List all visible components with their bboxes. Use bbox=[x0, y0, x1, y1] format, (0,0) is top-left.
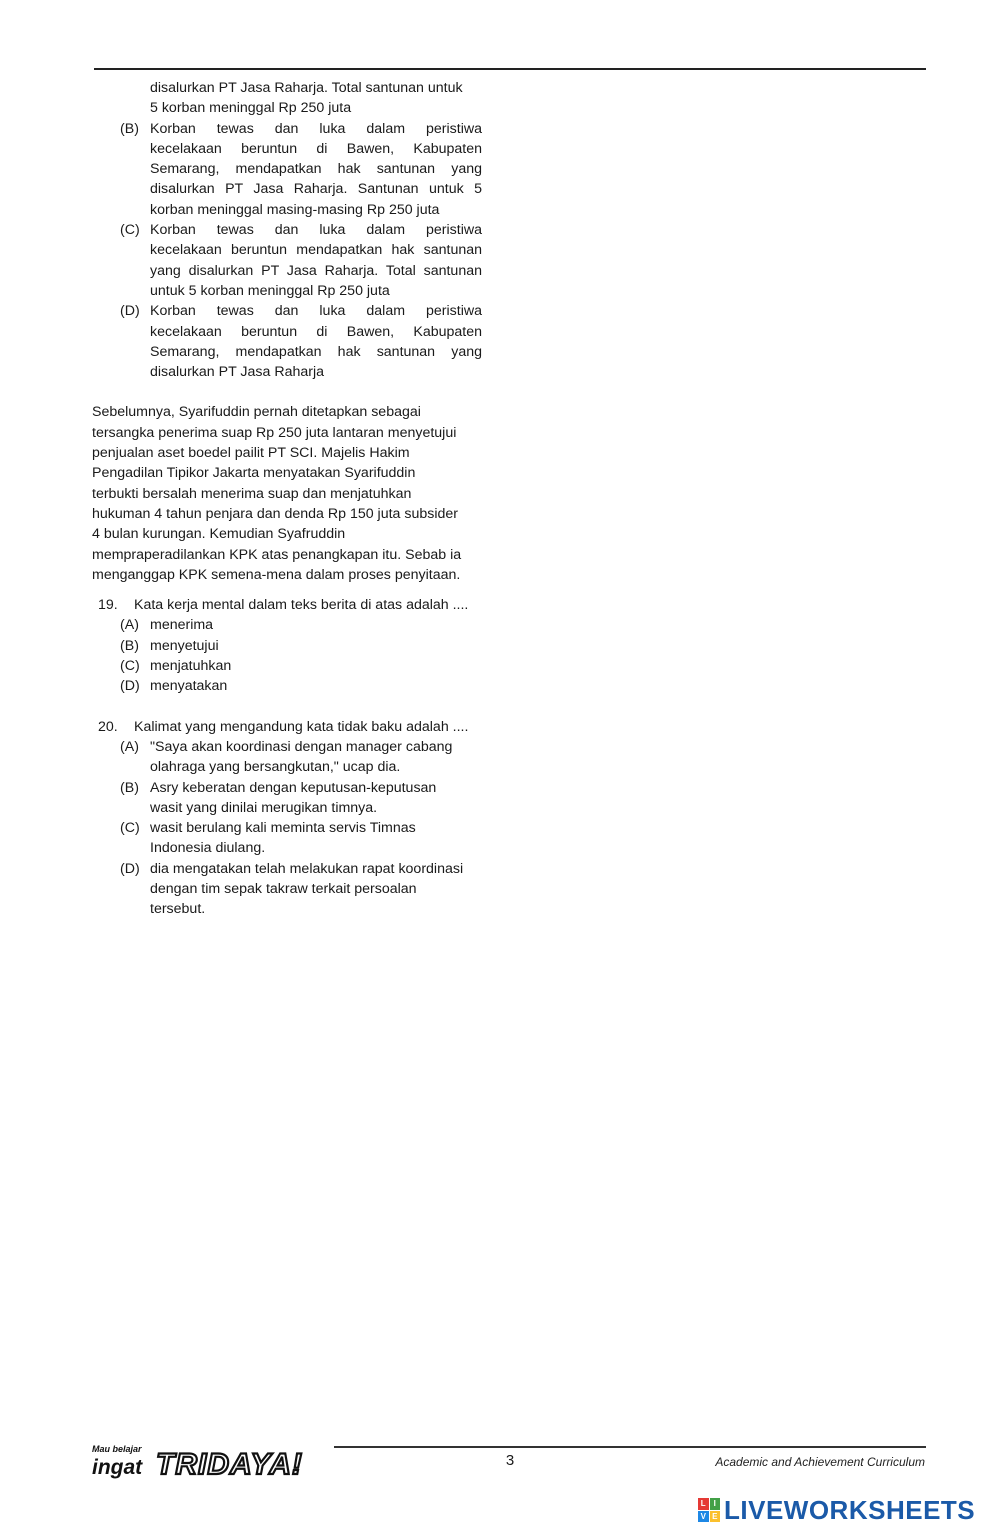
option-a-continuation bbox=[92, 78, 482, 119]
text-line: Indonesia diulang. bbox=[150, 840, 266, 857]
option-label: (C) bbox=[120, 658, 140, 675]
text-line: Semarang, mendapatkan hak santunan yang bbox=[150, 343, 482, 360]
q19-option-a[interactable] bbox=[92, 615, 482, 635]
text-line: Semarang, mendapatkan hak santunan yang bbox=[150, 161, 482, 178]
text-line: Korban tewas dan luka dalam peristiwa bbox=[150, 222, 482, 239]
option-label: (B) bbox=[120, 779, 139, 796]
text-line: yang disalurkan PT Jasa Raharja. Total santunan bbox=[150, 262, 482, 279]
q19-option-b[interactable] bbox=[92, 636, 482, 656]
option-label: (A) bbox=[120, 617, 139, 634]
icon-tile-l: L bbox=[698, 1498, 709, 1510]
text-line: disalurkan PT Jasa Raharja. Total santunan untuk bbox=[150, 80, 463, 96]
option-label: (A) bbox=[120, 738, 139, 755]
text-line: Asry keberatan dengan keputusan-keputusan bbox=[150, 779, 437, 796]
text-line: kecelakaan beruntun di Bawen, Kabupaten bbox=[150, 323, 482, 340]
page-number: 3 bbox=[505, 1452, 515, 1469]
question-text: Kalimat yang mengandung kata tidak baku adalah .... bbox=[134, 718, 469, 735]
text-line: Pengadilan Tipikor Jakarta menyatakan Syarifuddin bbox=[92, 465, 416, 482]
option-label: (C) bbox=[120, 820, 140, 837]
text-line: dia mengatakan telah melakukan rapat koordinasi bbox=[150, 860, 464, 877]
text-line: disalurkan PT Jasa Raharja. Santunan untuk 5 bbox=[150, 181, 482, 198]
option-text: menerima bbox=[150, 617, 214, 634]
text-line: 5 korban meninggal Rp 250 juta bbox=[150, 100, 352, 117]
text-line: dengan tim sepak takraw terkait persoalan bbox=[150, 880, 417, 897]
text-line: penjualan aset boedel pailit PT SCI. Majelis Hakim bbox=[92, 445, 410, 462]
option-label: (C) bbox=[120, 222, 140, 239]
top-rule bbox=[94, 68, 926, 70]
text-line: kecelakaan beruntun mendapatkan hak santunan bbox=[150, 242, 482, 259]
text-line: wasit berulang kali meminta servis Timnas bbox=[150, 820, 416, 837]
option-text: menyatakan bbox=[150, 678, 228, 695]
option-label: (D) bbox=[120, 303, 140, 320]
question-number: 19. bbox=[98, 597, 118, 614]
option-label: (D) bbox=[120, 860, 140, 877]
option-label: (B) bbox=[120, 637, 139, 654]
q20-option-c[interactable] bbox=[92, 818, 482, 859]
option-label: (D) bbox=[120, 678, 140, 695]
text-line: Korban tewas dan luka dalam peristiwa bbox=[150, 120, 482, 137]
text-line: olahraga yang bersangkutan," ucap dia. bbox=[150, 759, 401, 776]
text-line: mempraperadilankan KPK atas penangkapan itu. Sebab ia bbox=[92, 546, 462, 563]
option-d[interactable] bbox=[92, 301, 482, 382]
text-line: disalurkan PT Jasa Raharja bbox=[150, 364, 325, 381]
logo-ingat: ingat bbox=[92, 1456, 143, 1479]
text-line: tersebut. bbox=[150, 901, 206, 918]
q19-option-d[interactable] bbox=[92, 676, 482, 696]
logo-brand: TRIDAYA! bbox=[156, 1448, 303, 1481]
text-line: kecelakaan beruntun di Bawen, Kabupaten bbox=[150, 140, 482, 157]
q20-option-d[interactable] bbox=[92, 859, 482, 920]
tridaya-logo bbox=[90, 1440, 335, 1484]
option-label: (B) bbox=[120, 120, 139, 137]
icon-tile-v: V bbox=[698, 1511, 709, 1523]
text-line: Sebelumnya, Syarifuddin pernah ditetapkan sebagai bbox=[92, 404, 421, 421]
question-number: 20. bbox=[98, 718, 118, 735]
bottom-rule bbox=[334, 1446, 926, 1448]
text-line: terbukti bersalah menerima suap dan menjatuhkan bbox=[92, 485, 412, 502]
main-column bbox=[92, 78, 482, 920]
icon-tile-i: I bbox=[710, 1498, 721, 1510]
q19-option-c[interactable] bbox=[92, 656, 482, 676]
question-19 bbox=[92, 595, 482, 696]
option-text: menjatuhkan bbox=[150, 658, 232, 675]
q20-option-b[interactable] bbox=[92, 778, 482, 819]
text-line: korban meninggal masing-masing Rp 250 juta bbox=[150, 201, 440, 218]
text-line: 4 bulan kurungan. Kemudian Syafruddin bbox=[92, 526, 346, 543]
q20-option-a[interactable] bbox=[92, 737, 482, 778]
text-line: untuk 5 korban meninggal Rp 250 juta bbox=[150, 282, 390, 299]
logo-tagline: Mau belajar bbox=[92, 1444, 142, 1454]
option-b[interactable] bbox=[92, 119, 482, 220]
option-c[interactable] bbox=[92, 220, 482, 301]
text-line: wasit yang dinilai merugikan timnya. bbox=[150, 799, 378, 816]
liveworksheets-watermark bbox=[698, 1495, 975, 1525]
question-20 bbox=[92, 717, 482, 920]
text-line: tersangka penerima suap Rp 250 juta lantaran menyetujui bbox=[92, 424, 457, 441]
question-text: Kata kerja mental dalam teks berita di atas adalah .... bbox=[134, 597, 469, 614]
news-passage bbox=[92, 402, 482, 585]
liveworksheets-icon bbox=[698, 1498, 720, 1522]
liveworksheets-text: LIVEWORKSHEETS bbox=[724, 1494, 976, 1525]
curriculum-label: Academic and Achievement Curriculum bbox=[715, 1455, 925, 1469]
text-line: Korban tewas dan luka dalam peristiwa bbox=[150, 303, 482, 320]
option-text: menyetujui bbox=[150, 637, 219, 654]
text-line: "Saya akan koordinasi dengan manager cabang bbox=[150, 738, 453, 755]
icon-tile-e: E bbox=[710, 1511, 721, 1523]
text-line: hukuman 4 tahun penjara dan denda Rp 150 juta subsider bbox=[92, 505, 458, 522]
text-line: menganggap KPK semena-mena dalam proses penyitaan. bbox=[92, 566, 461, 583]
